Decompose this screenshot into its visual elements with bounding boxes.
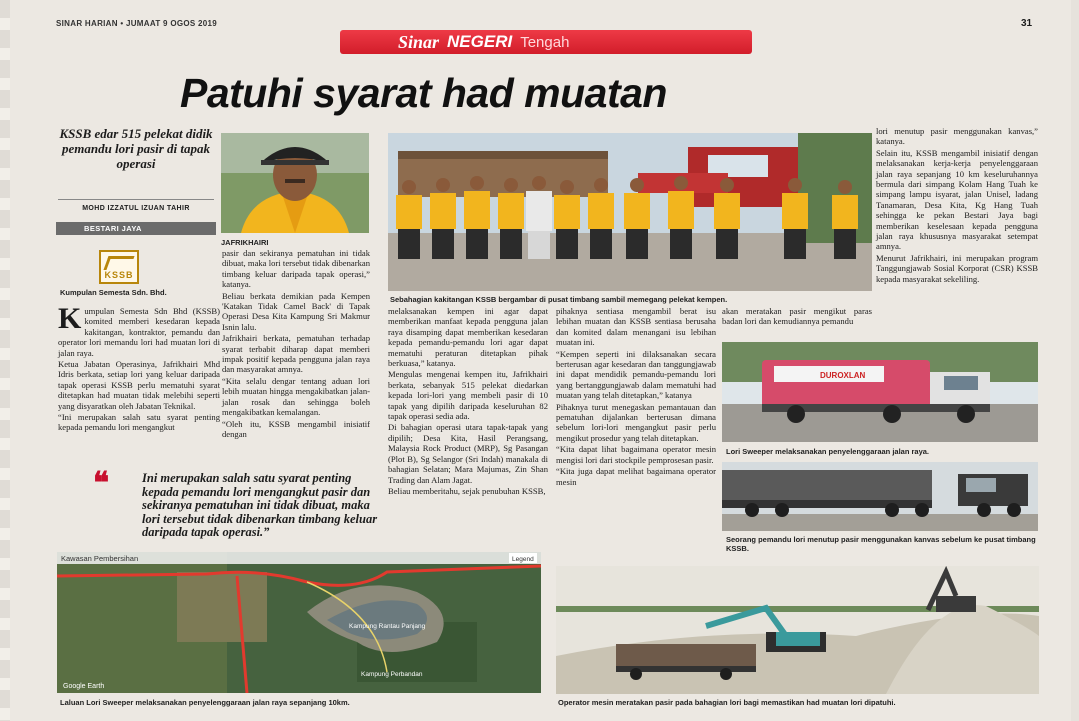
drop-cap: K bbox=[58, 302, 82, 335]
body-column-2 bbox=[222, 248, 370, 440]
banner-brand: Sinar bbox=[398, 31, 440, 52]
section-banner bbox=[340, 30, 752, 54]
paragraph: Menurut Jafrikhairi, ini merupakan program Tanggungjawab Sosial Korporat (CSR) KSSB kepada masyarakat sekeliling. bbox=[876, 252, 1038, 284]
paragraph: lori menutup pasir menggunakan kanvas,” katanya. bbox=[876, 126, 1038, 147]
paragraph: “Kita juga dapat melihat bagaimana operator mesin bbox=[556, 466, 716, 487]
paragraph: “Kita dapat lihat bagaimana operator mesin mengisi lori dari stockpile pemprosesan pasir. bbox=[556, 444, 716, 465]
paragraph: Beliau memberitahu, sejak penubuhan KSSB, bbox=[388, 485, 546, 496]
paper-name: SINAR HARIAN bbox=[56, 19, 118, 28]
paragraph: melaksanakan kempen ini agar dapat memberikan manfaat kepada pengguna jalan raya disamping dapat memberikan kesedaran kepada pemandu-pemandu lori agar dapat mematuhi peraturan ditetapkan pihak berkuasa,” katanya. bbox=[388, 306, 548, 369]
excavator-caption: Operator mesin meratakan pasir pada bahagian lori bagi memastikan had muatan lori dipatuhi. bbox=[558, 698, 896, 707]
paragraph: Selain itu, KSSB mengambil inisiatif dengan melaksanakan kerja-kerja penyelenggaraan jalan raya sepanjang 10 km keseluruhannya bermula dari simpang Kolam Hang Tuah ke simpang lampu isyarat, jalan Unisel, ladang Tanamaran, Desa Kita, Kg Hang Tuah sehingga ke pekan Bestari Jaya bagi memberikan keselesaan kepada pengguna jalan raya khususnya masyarakat setempat amnya. bbox=[876, 147, 1038, 252]
map-credit: Google Earth bbox=[63, 683, 105, 690]
map-place-label: Kampung Perbandan bbox=[361, 671, 423, 678]
paragraph: pasir dan sekiranya pematuhan ini tidak dibuat, maka lori tersebut tidak dibenarkan timbang keluar daripada tapak operasi,” katanya. bbox=[222, 248, 370, 290]
body-column-4 bbox=[556, 306, 716, 488]
headline: Patuhi syarat had muatan bbox=[180, 70, 667, 116]
paragraph: “Oleh itu, KSSB mengambil inisiatif dengan bbox=[222, 418, 370, 439]
kssb-logo bbox=[99, 250, 139, 284]
paragraph: Ketua Jabatan Operasinya, Jafrikhairi Mhd Idris berkata, setiap lori yang keluar daripada tapak operasi KSSB perlu mematuhi syarat ditetapkan had muatan tidak melebihi seperti yang disyaratkan oleh Jabatan Teknikal. bbox=[58, 359, 220, 411]
paragraph: Kumpulan Semesta Sdn Bhd (KSSB) komited memberi kesedaran kepada kakitangan, kontraktor, pemandu dan operator lori memandu lori had muatan lori di jalan raya. bbox=[58, 302, 220, 358]
page-edge bbox=[0, 0, 10, 721]
sweeper-sign-text: DUROXLAN bbox=[820, 371, 866, 380]
paragraph: “Kita selalu dengar tentang aduan lori lebih muatan hingga mengakibatkan jalan-jalan rosak dan sehingga boleh mengakibatkan kemalangan. bbox=[222, 375, 370, 418]
portrait-photo bbox=[221, 133, 369, 233]
map-caption: Laluan Lori Sweeper melaksanakan penyelenggaraan jalan raya sepanjang 10km. bbox=[60, 698, 350, 707]
group-photo bbox=[388, 133, 872, 291]
paragraph: Pihaknya turut menegaskan pemantauan dan pematuhan dijalankan berterusan dimana sebelum lori-lori mengangkut pasir perlu mengikut prosedur yang telah ditetapkan. bbox=[556, 401, 716, 443]
logo-text: KSSB bbox=[104, 270, 134, 280]
sweeper-caption: Lori Sweeper melaksanakan penyelenggaraan jalan raya. bbox=[726, 447, 930, 456]
banner-region: Tengah bbox=[520, 33, 570, 51]
location-bar: BESTARI JAYA bbox=[56, 222, 216, 235]
body-column-3 bbox=[388, 306, 548, 497]
truck-caption: Seorang pemandu lori menutup pasir menggunakan kanvas sebelum ke pusat timbang KSSB. bbox=[726, 535, 1036, 553]
portrait-caption: JAFRIKHAIRI bbox=[221, 238, 269, 247]
page-number: 31 bbox=[1021, 18, 1033, 29]
page-edge-right bbox=[1071, 0, 1079, 721]
pull-quote: Ini merupakan salah satu syarat penting kepada pemandu lori mengangkut pasir dan sekiranya pematuhan ini tidak dibuat, maka lori tersebut tidak dibenarkan timbang keluar daripada tapak operasi.” bbox=[142, 471, 378, 539]
banner-section: NEGERI bbox=[447, 32, 513, 51]
excavator-photo bbox=[556, 566, 1039, 694]
paragraph: Di bahagian operasi utara tapak-tapak yang dipilih; Desa Kita, Hasil Perangsang, Malaysia Rock Product (MRP), Sg Pasangan (Plot B), Sg Selangor (Sri Indah) manakala di bahagian Selatan; Mara Majumas, Zin Shan Trading dan Alam Jagat. bbox=[388, 422, 548, 485]
logo-caption: Kumpulan Semesta Sdn. Bhd. bbox=[60, 288, 167, 297]
body-column-6 bbox=[876, 126, 1038, 285]
truck-photo bbox=[722, 462, 1038, 531]
group-caption: Sebahagian kakitangan KSSB bergambar di pusat timbang sambil memegang pelekat kempen. bbox=[390, 295, 728, 304]
body-column-5 bbox=[722, 306, 872, 328]
paragraph: akan meratakan pasir mengikut paras badan lori dan kemudiannya pemandu bbox=[722, 306, 872, 327]
paragraph: Beliau berkata demikian pada Kempen 'Katakan Tidak Camel Back' di Tapak Operasi Desa Kita Kampung Sri Makmur Isnin lalu. bbox=[222, 290, 370, 332]
body-column-1 bbox=[58, 302, 220, 434]
map-title: Kawasan Pembersihan bbox=[61, 554, 139, 563]
running-header: SINAR HARIAN • JUMAAT 9 OGOS 2019 bbox=[56, 19, 218, 28]
paragraph: pihaknya sentiasa mengambil berat isu lebihan muatan dan KSSB sentiasa berusaha dan komited dalam menangani isu lebihan muatan ini. bbox=[556, 306, 716, 348]
deck: KSSB edar 515 pelekat didik pemandu lori pasir di tapak operasi bbox=[59, 126, 213, 171]
byline: MOHD IZZATUL IZUAN TAHIR bbox=[58, 199, 214, 214]
map-legend: Legend bbox=[512, 556, 534, 563]
paragraph: Mengulas mengenai kempen itu, Jafrikhairi berkata, sebanyak 515 pelekat diedarkan kepada lori-lori yang membeli pasir di 10 tapak yang dipilih daripada keseluruhan 82 tapak operasi sedia ada. bbox=[388, 369, 548, 422]
sweeper-photo bbox=[722, 342, 1038, 442]
quote-mark-icon: ❝ bbox=[93, 467, 110, 500]
paragraph: Jafrikhairi berkata, pematuhan terhadap syarat terbabit diharap dapat memberi impak positif kepada pengguna jalan raya dan masyarakat amnya. bbox=[222, 333, 370, 375]
issue-date: JUMAAT 9 OGOS 2019 bbox=[125, 19, 218, 28]
paragraph: “Ini merupakan salah satu syarat penting kepada pemandu lori mengangkut bbox=[58, 412, 220, 433]
paragraph: “Kempen seperti ini dilaksanakan secara berterusan agar kesedaran dan tanggungjawab ini dapat mendidik pemandu-pemandu lori yang bertanggungjawab dalam mematuhi had muatan yang telah ditetapkan,” katanya bbox=[556, 348, 716, 401]
route-map bbox=[57, 552, 541, 693]
map-place-label: Kampung Rantau Panjang bbox=[349, 623, 426, 630]
